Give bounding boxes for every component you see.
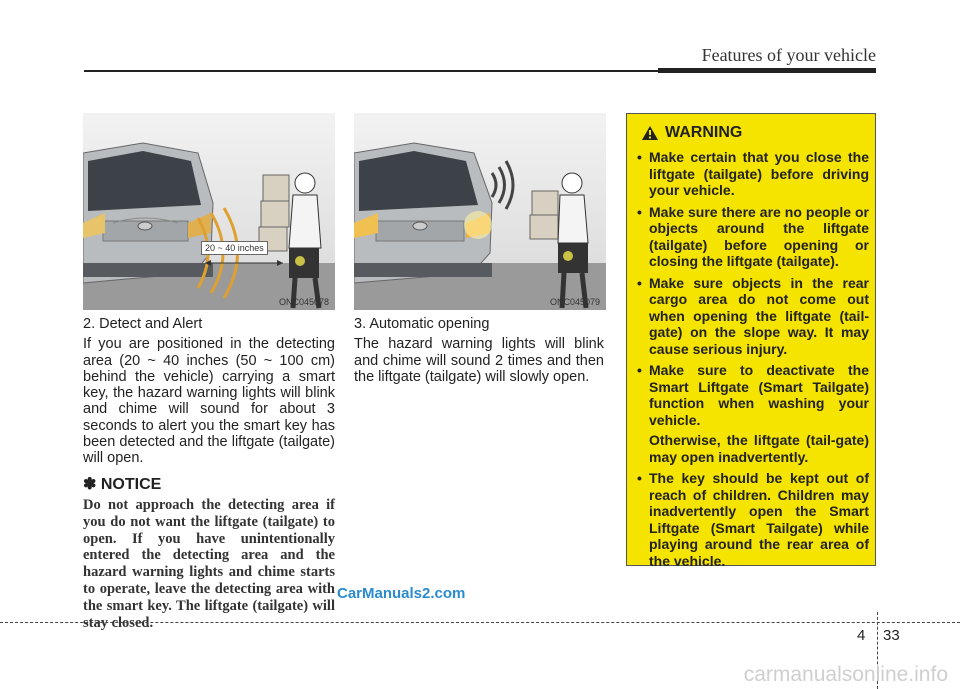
notice-title: ✽ NOTICE bbox=[83, 475, 162, 493]
distance-label: 20 ~ 40 inches bbox=[201, 241, 268, 255]
section-heading: 3. Automatic opening bbox=[354, 316, 490, 332]
chapter-number: 4 bbox=[857, 627, 866, 644]
warning-triangle-icon bbox=[641, 125, 659, 141]
warning-item-text: Make sure to deactivate the Smart Liftgate (Smart Tailgate) function when washing your vehicle. bbox=[649, 362, 869, 428]
header-rule bbox=[84, 70, 658, 72]
section-heading: 2. Detect and Alert bbox=[83, 316, 203, 332]
figure-detect-alert bbox=[83, 113, 335, 310]
notice-body: Do not approach the detecting area if you do not want the liftgate (tailgate) to open. If you have unintentionally entered the detecting area and the hazard warning lights and chime starts to operate, leave the detecting area with the smart key. The liftgate (tailgate) will stay closed. bbox=[83, 496, 335, 631]
warning-title: WARNING bbox=[665, 124, 743, 141]
column-automatic-opening bbox=[354, 316, 604, 389]
car-opening-illustration bbox=[354, 113, 606, 310]
figure-automatic-opening bbox=[354, 113, 606, 310]
column-detect-alert bbox=[83, 316, 335, 631]
warning-item: • Make sure there are no people or objects around the liftgate (tailgate) before opening or closing the liftgate (tailgate). bbox=[637, 204, 869, 270]
section-paragraph: If you are positioned in the detecting area (20 ~ 40 inches (50 ~ 100 cm) behind the vehicle) carrying a smart key, the hazard warning lights will blink and chime will sound for about 3 seconds to alert you the smart key has been detected and the liftgate (tailgate) will open. bbox=[83, 336, 335, 467]
figure-code: ONC045078 bbox=[278, 297, 329, 307]
warning-item: • Make certain that you close the liftgate (tailgate) before driving your vehicle. bbox=[637, 149, 869, 199]
warning-item-subtext: Otherwise, the liftgate (tail-gate) may open inadvertently. bbox=[649, 432, 869, 465]
warning-item: • Make sure objects in the rear cargo area do not come out when opening the liftgate (tail-gate) on the slope way. It may cause serious injury. bbox=[637, 275, 869, 358]
page-number: 33 bbox=[883, 627, 900, 644]
warning-header bbox=[641, 124, 742, 142]
running-header: Features of your vehicle bbox=[701, 45, 876, 65]
car-detect-illustration bbox=[83, 113, 335, 310]
header-rule-thick bbox=[658, 68, 876, 73]
site-watermark: carmanualsonline.info bbox=[743, 663, 948, 686]
section-paragraph: The hazard warning lights will blink and chime will sound 2 times and then the liftgate (tailgate) will slowly open. bbox=[354, 336, 604, 385]
footer-rule bbox=[0, 622, 960, 623]
warning-item: • The key should be kept out of reach of children. Children may inadvertently open the Smart Liftgate (Smart Tailgate) while playing around the rear area of the vehicle. bbox=[637, 470, 869, 569]
warning-item bbox=[637, 362, 869, 465]
warning-list bbox=[637, 149, 869, 574]
warning-box bbox=[626, 113, 876, 569]
watermark: CarManuals2.com bbox=[337, 585, 466, 602]
figure-code: ONC045079 bbox=[549, 297, 600, 307]
